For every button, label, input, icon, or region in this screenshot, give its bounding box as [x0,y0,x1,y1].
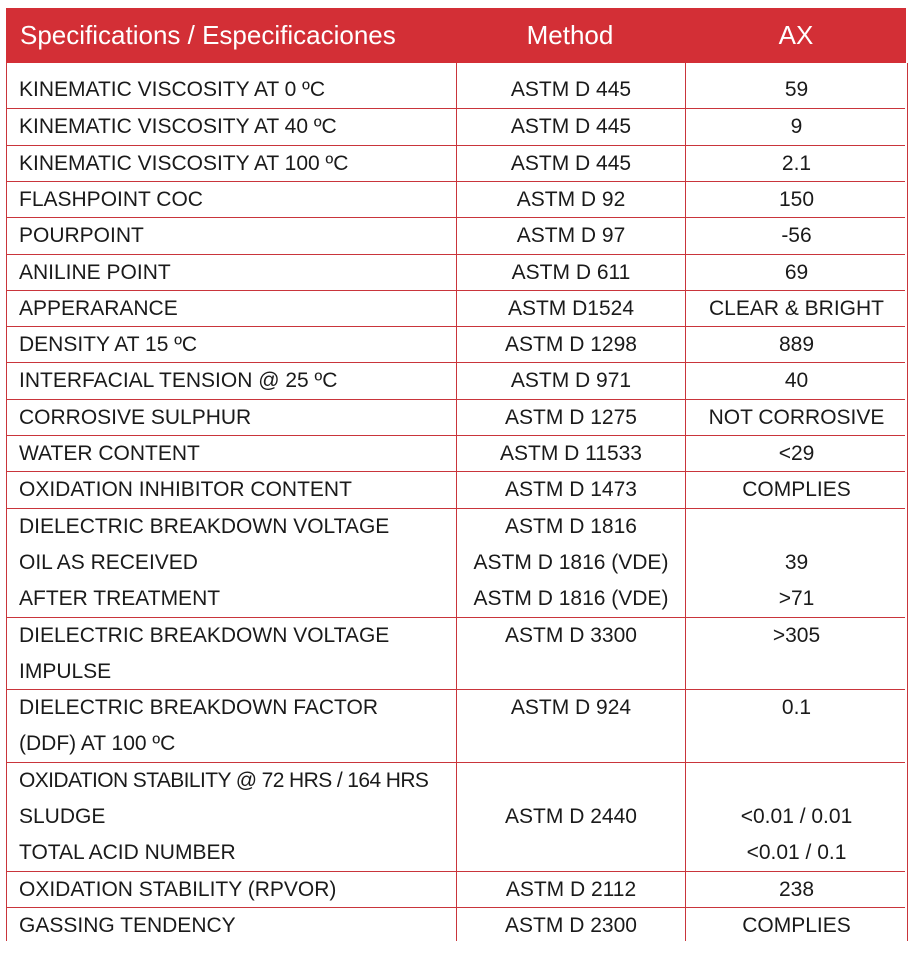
method-cell-line: ASTM D 445 [510,78,632,101]
value-cell [687,72,906,108]
method-cell [457,400,685,436]
method-cell-line: ASTM D 1275 [505,405,637,429]
method-cell [457,218,685,254]
spec-cell [19,146,455,182]
method-cell-line: ASTM D 1816 (VDE) [473,587,669,611]
table-row [7,72,905,108]
method-cell-line: ASTM D 611 [511,260,631,284]
spec-cell-line: GASSING TENDENCY [19,913,236,937]
spec-cell [19,109,455,145]
spec-cell-line: OXIDATION STABILITY @ 72 HRS / 164 HRS [19,768,429,792]
value-cell [687,472,906,508]
spec-cell-line: KINEMATIC VISCOSITY AT 0 ºC [19,78,326,101]
value-cell-line: 2.1 [781,151,812,175]
spec-cell-line: AFTER TREATMENT [19,587,221,611]
spec-cell-line: IMPULSE [19,659,112,683]
method-cell [457,436,685,472]
spec-cell-line: OXIDATION INHIBITOR CONTENT [19,478,352,502]
spec-cell-line: DIELECTRIC BREAKDOWN VOLTAGE [19,623,390,647]
method-cell-line: ASTM D 445 [510,115,632,139]
spec-cell-line: CORROSIVE SULPHUR [19,405,252,429]
spec-cell-line: APPERARANCE [19,296,178,320]
table-row [7,290,905,327]
spec-cell [19,618,455,691]
table-row [7,181,905,218]
spec-cell-line: OXIDATION STABILITY (RPVOR) [19,877,337,901]
value-cell-line [687,763,906,799]
value-cell [687,255,906,291]
method-cell [457,872,685,908]
table-row [7,617,905,691]
table-header [6,8,906,63]
method-cell-line: ASTM D 2112 [505,877,637,901]
method-cell [457,908,685,944]
method-cell [457,291,685,327]
method-cell [457,690,685,726]
table-row [7,871,905,908]
method-cell-line: ASTM D 2300 [505,913,637,937]
value-cell [687,182,906,218]
spec-cell [19,472,455,508]
method-cell-line: ASTM D1524 [507,296,635,320]
method-cell [457,509,685,618]
value-cell-line: <29 [778,442,815,465]
value-cell [687,436,906,472]
method-cell-line: ASTM D 2440 [505,804,637,828]
spec-cell [19,908,455,944]
value-cell-line: -56 [781,224,812,248]
method-cell-line: ASTM D 92 [516,187,626,211]
value-cell [687,291,906,327]
spec-cell-line: (DDF) AT 100 ºC [19,732,176,756]
method-cell [457,363,685,399]
method-cell-line: ASTM D 924 [510,696,632,720]
table-row [7,508,905,618]
spec-cell [19,218,455,254]
method-cell [457,763,685,872]
spec-cell-line: OIL AS RECEIVED [19,550,198,574]
table-row [7,326,905,363]
method-cell-line: ASTM D 971 [510,369,632,393]
spec-cell-line: FLASHPOINT COC [19,187,203,211]
method-cell-line [457,835,685,871]
spec-cell-line: DIELECTRIC BREAKDOWN FACTOR [19,696,378,720]
value-cell-line: CLEAR & BRIGHT [708,296,885,320]
method-cell [457,327,685,363]
method-cell-line: ASTM D 97 [516,224,626,248]
value-cell [687,908,906,944]
spec-cell [19,72,455,108]
spec-cell [19,763,455,872]
value-cell [687,109,906,145]
table-row [7,689,905,763]
method-cell-line: ASTM D 1816 (VDE) [473,550,669,574]
method-cell-line: ASTM D 3300 [505,623,637,647]
spec-cell [19,509,455,618]
spec-sheet [6,8,906,937]
value-cell-line: 150 [778,187,815,211]
table-row [7,145,905,182]
header-specifications: Specifications / Especificaciones [20,20,396,50]
value-cell [687,400,906,436]
value-cell-line: COMPLIES [742,478,851,502]
table-row [7,907,905,944]
table-row [7,435,905,472]
value-cell [687,363,906,399]
table-row [7,217,905,254]
spec-cell [19,872,455,908]
spec-cell [19,690,455,763]
value-cell-line: COMPLIES [742,913,851,937]
value-cell-line: 9 [790,115,803,139]
spec-cell [19,182,455,218]
value-cell-line: 889 [778,333,815,357]
value-cell-line: <0.01 / 0.01 [740,804,853,828]
table-row [7,362,905,399]
spec-cell-line: DENSITY AT 15 ºC [19,333,198,357]
value-cell-line: 0.1 [781,696,812,720]
value-cell [687,690,906,726]
table-row [7,399,905,436]
method-cell-line: ASTM D 1473 [505,478,637,502]
value-cell-line: NOT CORROSIVE [708,405,885,429]
spec-cell-line: POURPOINT [19,224,144,248]
spec-cell [19,363,455,399]
value-cell [687,218,906,254]
method-cell [457,146,685,182]
table-row [7,254,905,291]
method-cell [457,72,685,108]
spec-cell-line: TOTAL ACID NUMBER [19,841,236,865]
method-cell-line: ASTM D 1298 [505,333,637,357]
spec-cell [19,400,455,436]
value-cell-line: 39 [784,550,809,574]
value-cell-line: >71 [778,587,815,611]
value-cell [687,618,906,654]
spec-cell-line: DIELECTRIC BREAKDOWN VOLTAGE [19,514,390,538]
spec-cell-line: WATER CONTENT [19,442,200,465]
method-cell [457,109,685,145]
value-cell-line: 69 [784,260,809,284]
value-cell [687,146,906,182]
value-cell-line: 59 [784,78,809,101]
spec-cell-line: INTERFACIAL TENSION @ 25 ºC [19,369,338,393]
method-cell [457,618,685,654]
header-ax: AX [778,20,814,50]
value-cell-line: <0.01 / 0.1 [746,841,847,865]
value-cell-line: 238 [778,877,815,901]
method-cell [457,472,685,508]
spec-cell-line: ANILINE POINT [19,260,171,284]
method-cell [457,255,685,291]
table-row [7,471,905,508]
spec-cell [19,255,455,291]
table-row [7,762,905,872]
spec-cell [19,327,455,363]
value-cell-line: >305 [772,623,821,647]
method-cell [457,182,685,218]
spec-cell [19,436,455,472]
spec-cell-line: KINEMATIC VISCOSITY AT 100 ºC [19,151,349,175]
spec-table [6,63,908,941]
method-cell-line [457,763,685,799]
value-cell-line [687,509,906,545]
table-row [7,108,905,145]
spec-cell-line: SLUDGE [19,804,106,828]
method-cell-line: ASTM D 445 [510,151,632,175]
value-cell [687,763,906,872]
value-cell-line: 40 [784,369,809,393]
header-method: Method [526,20,614,50]
value-cell [687,509,906,618]
spec-cell-line: KINEMATIC VISCOSITY AT 40 ºC [19,115,337,139]
method-cell-line: ASTM D 11533 [499,442,642,465]
spec-cell [19,291,455,327]
value-cell [687,327,906,363]
method-cell-line: ASTM D 1816 [505,514,637,538]
value-cell [687,872,906,908]
